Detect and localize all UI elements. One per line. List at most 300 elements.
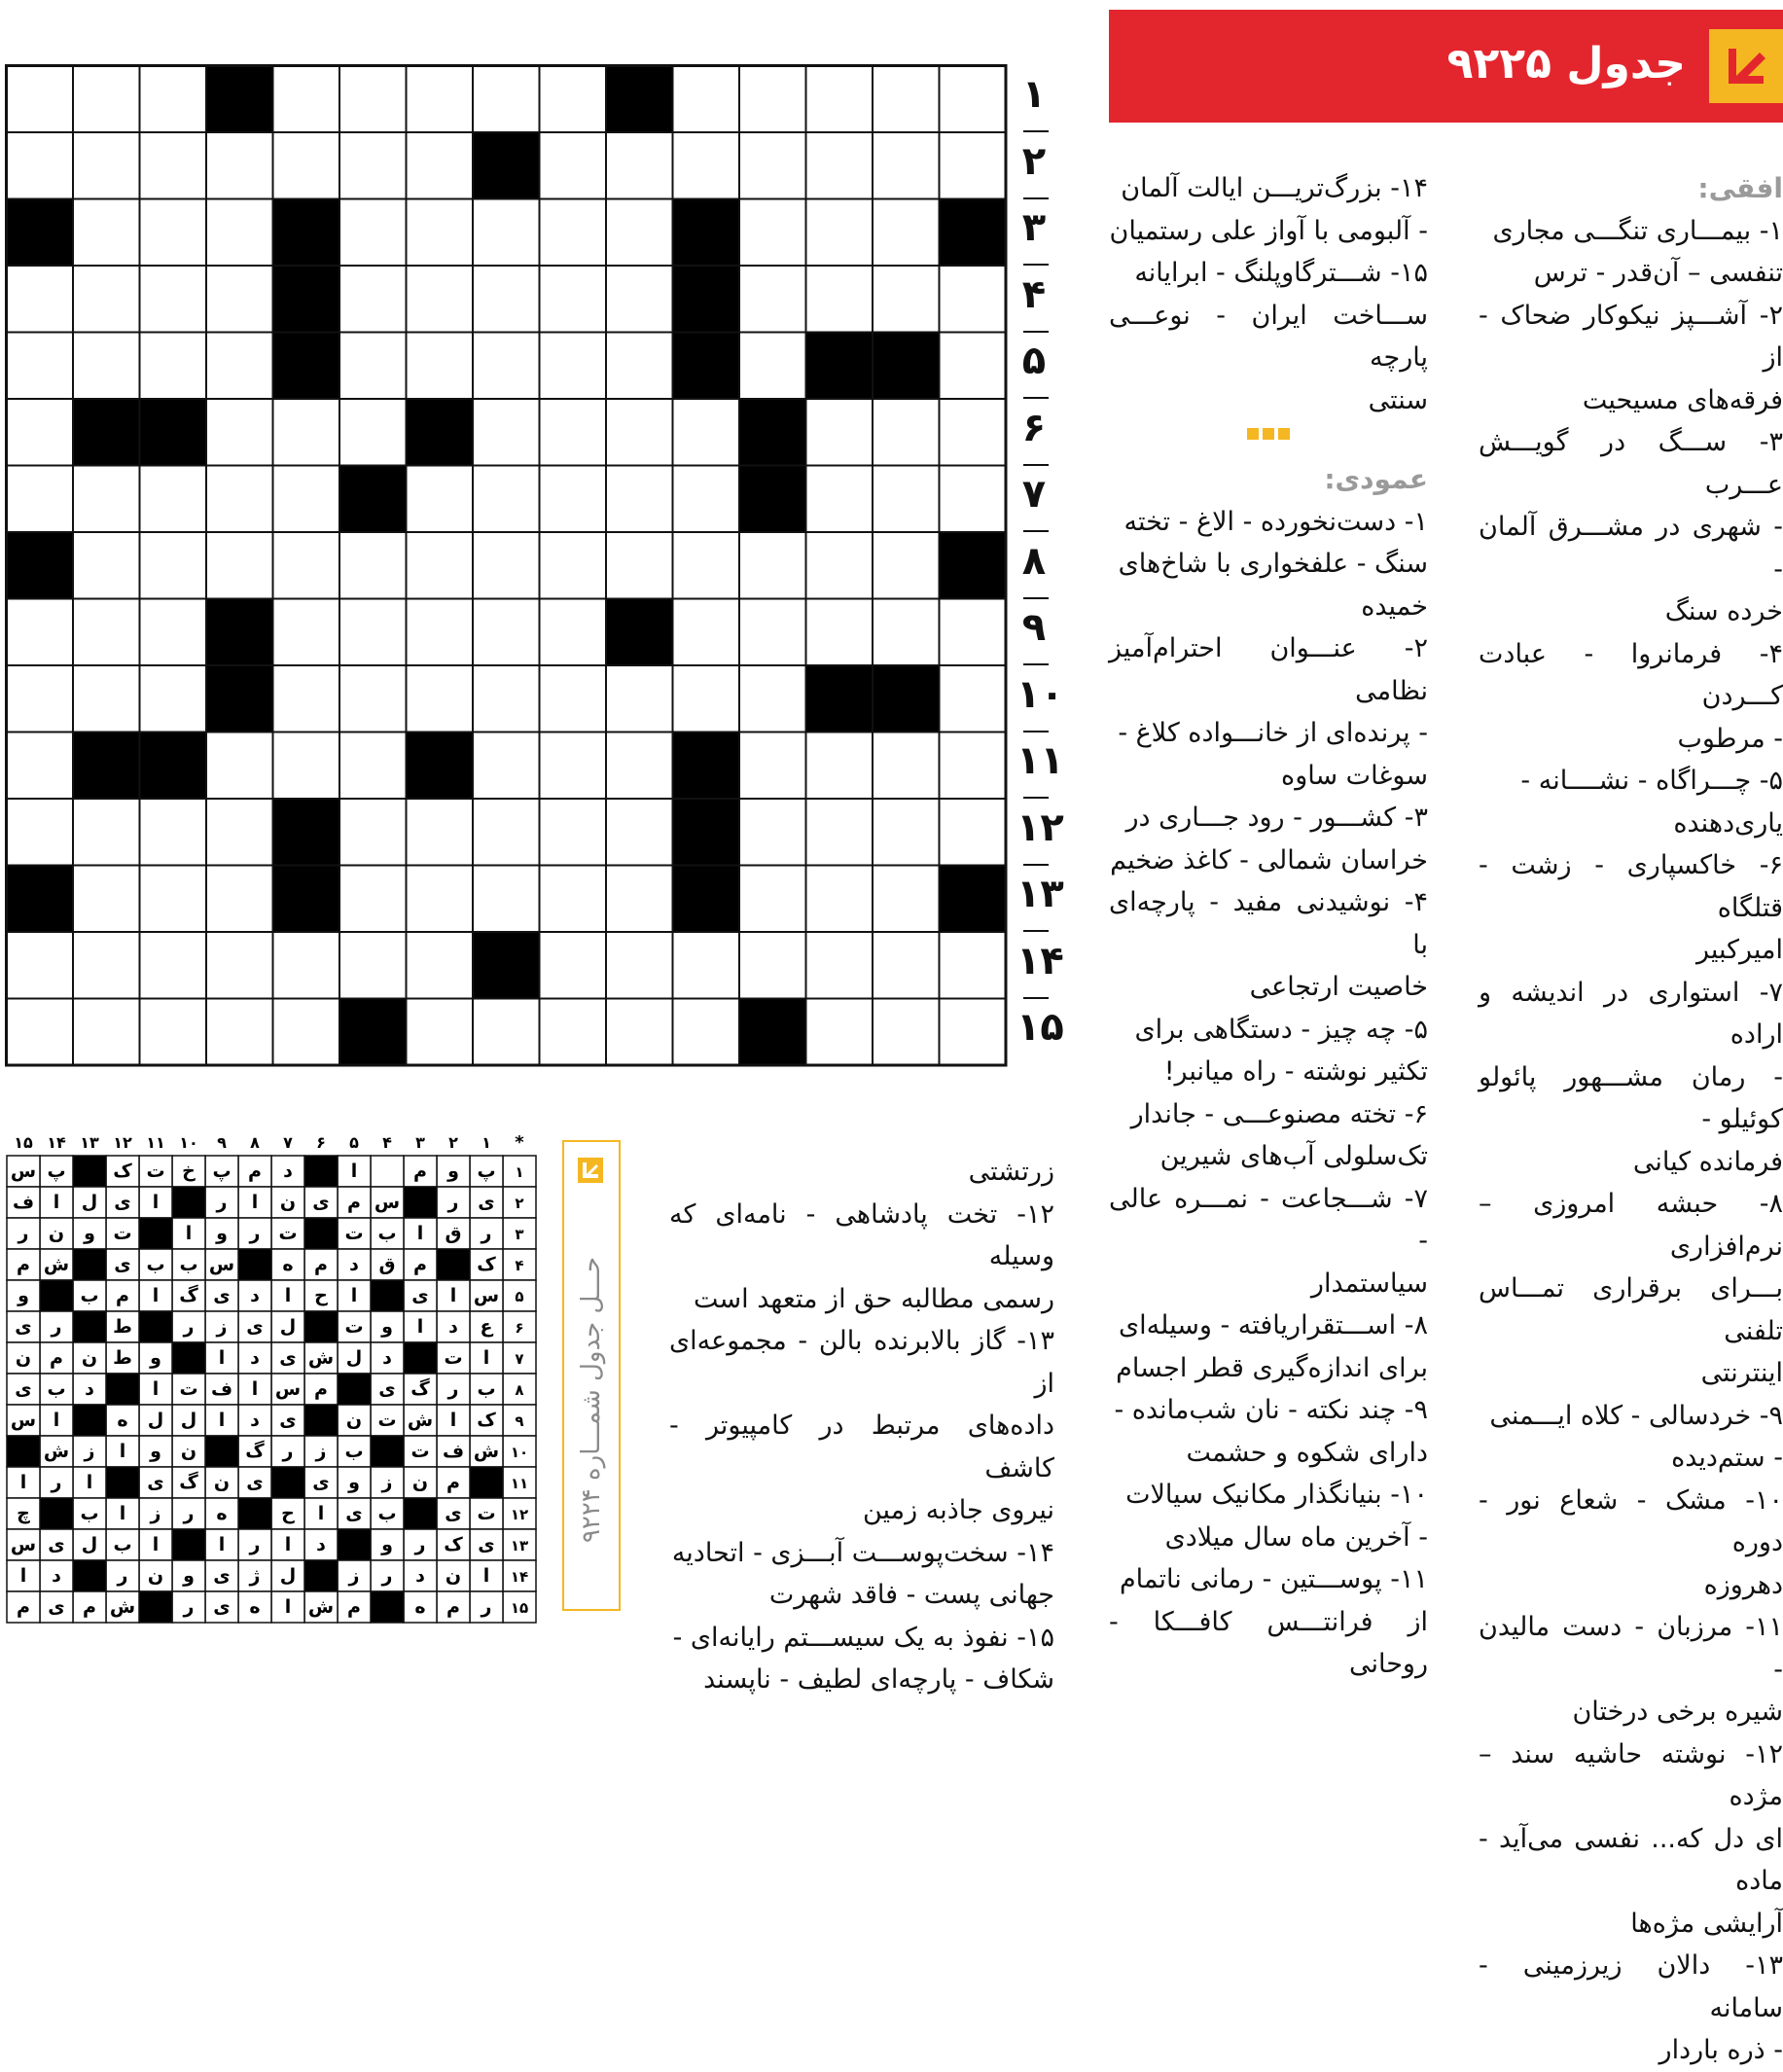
grid-cell[interactable] [73,665,140,732]
grid-cell[interactable] [473,266,540,333]
grid-cell[interactable] [873,599,940,666]
grid-cell[interactable] [473,732,540,800]
grid-block [73,399,140,466]
grid-cell[interactable] [473,532,540,599]
grid-cell[interactable] [606,799,673,866]
solution-letter: ا [86,1472,93,1493]
solution-letter: پ [477,1161,496,1182]
clue-line: ۷- شـــجاعت - نمـــره عالی - [1109,1183,1428,1256]
grid-cell[interactable] [206,199,273,267]
grid-cell[interactable] [673,932,740,999]
grid-cell[interactable] [73,132,140,199]
grid-cell[interactable] [407,266,474,333]
solution-label: حـــل جدول شمـــاره ۹۲۲۴ [577,1256,606,1544]
solution-block [106,1467,139,1498]
grid-cell[interactable] [140,599,207,666]
grid-cell[interactable] [339,732,407,800]
down-lines [1109,501,1428,1686]
grid-cell[interactable] [806,66,874,133]
grid-cell[interactable] [73,999,140,1066]
solution-block [371,1280,404,1311]
clue-line: - پرنده‌ای از خانـــواده کلاغ - [1118,718,1428,748]
solution-letter: گ [410,1378,430,1400]
clue-line: تنفسی – آن‌قدر - ترس [1533,258,1783,288]
solution-letter: گ [245,1441,265,1462]
solution-letter: و [348,1472,360,1493]
grid-cell[interactable] [739,132,806,199]
grid-cell[interactable] [407,466,474,533]
grid-cell[interactable] [739,665,806,732]
middle-clues [1109,167,1428,1686]
grid-cell[interactable] [540,466,607,533]
grid-cell[interactable] [473,333,540,400]
grid-cell[interactable] [540,132,607,199]
grid-cell[interactable] [7,999,74,1066]
grid-cell[interactable] [873,266,940,333]
clue-line: تکثیر نوشته - راه میانبر! [1163,1056,1428,1087]
grid-cell[interactable] [673,399,740,466]
grid-cell[interactable] [73,932,140,999]
grid-cell[interactable] [273,732,340,800]
grid-cell[interactable] [940,799,1007,866]
grid-cell[interactable] [339,599,407,666]
grid-cell[interactable] [873,866,940,933]
row-number-divider [1023,597,1049,599]
grid-cell[interactable] [873,799,940,866]
solution-letter: و [183,1565,195,1587]
grid-cell[interactable] [7,132,74,199]
grid-cell[interactable] [7,599,74,666]
grid-cell[interactable] [540,932,607,999]
solution-letter: ی [246,1472,264,1493]
clue-line: ۱۱- مرزبان - دست مالیدن - [1479,1612,1783,1685]
grid-cell[interactable] [140,199,207,267]
grid-cell[interactable] [606,333,673,400]
grid-cell[interactable] [273,532,340,599]
clue-line: ۱۴- سخت‌پوســـت آبـــزی - اتحادیه [671,1537,1054,1568]
solution-row-number: ۹ [515,1412,524,1430]
grid-cell[interactable] [140,333,207,400]
solution-letter: ی [445,1503,462,1524]
solution-letter: س [374,1192,401,1213]
solution-letter: ب [377,1503,397,1524]
clue-line: ۱۵- شـــترگاوپلنگ - ابرایانه [1134,258,1428,288]
solution-letter: ح [281,1503,295,1524]
solution-letter: ر [117,1565,128,1587]
solution-letter: ر [381,1565,393,1587]
grid-cell[interactable] [7,932,74,999]
grid-cell[interactable] [940,732,1007,800]
grid-cell[interactable] [873,199,940,267]
grid-cell[interactable] [940,599,1007,666]
solution-letter: ش [307,1596,335,1618]
grid-cell[interactable] [206,732,273,800]
grid-cell[interactable] [206,399,273,466]
grid-cell[interactable] [940,999,1007,1066]
grid-cell[interactable] [540,66,607,133]
grid-cell[interactable] [7,799,74,866]
col-number: ۲ [448,1133,458,1152]
grid-cell[interactable] [73,599,140,666]
grid-cell[interactable] [473,66,540,133]
grid-block [407,732,474,800]
grid-cell[interactable] [739,932,806,999]
grid-cell[interactable] [873,399,940,466]
grid-cell[interactable] [140,999,207,1066]
grid-cell[interactable] [540,732,607,800]
grid-cell[interactable] [739,199,806,267]
grid-cell[interactable] [339,132,407,199]
solution-letter: پ [212,1161,232,1182]
grid-cell[interactable] [339,532,407,599]
grid-cell[interactable] [473,399,540,466]
grid-cell[interactable] [606,665,673,732]
grid-cell[interactable] [73,799,140,866]
grid-cell[interactable] [339,333,407,400]
grid-cell[interactable] [873,132,940,199]
solution-letter: ا [449,1285,457,1306]
grid-cell[interactable] [206,932,273,999]
grid-cell[interactable] [606,999,673,1066]
grid-cell[interactable] [473,665,540,732]
grid-cell[interactable] [940,466,1007,533]
grid-cell[interactable] [940,932,1007,999]
grid-cell[interactable] [806,132,874,199]
grid-cell[interactable] [806,266,874,333]
solution-row-number: ۱۱ [510,1475,529,1492]
grid-cell[interactable] [206,466,273,533]
grid-cell[interactable] [339,199,407,267]
grid-cell[interactable] [339,665,407,732]
solution-letter: م [314,1254,328,1275]
grid-cell[interactable] [606,732,673,800]
solution-letter: ه [216,1503,228,1524]
solution-letter: ر [249,1534,261,1555]
row-number-divider [1023,997,1049,999]
solution-row-number: ۳ [515,1226,524,1243]
grid-block [940,866,1007,933]
grid-cell[interactable] [473,799,540,866]
grid-cell[interactable] [873,999,940,1066]
grid-cell[interactable] [140,466,207,533]
grid-cell[interactable] [407,199,474,267]
grid-cell[interactable] [273,932,340,999]
grid-cell[interactable] [673,532,740,599]
grid-cell[interactable] [273,132,340,199]
solution-letter: ا [152,1378,160,1400]
clue-line: سوغات ساوه [1281,760,1428,791]
grid-cell[interactable] [806,199,874,267]
grid-cell[interactable] [873,466,940,533]
grid-cell[interactable] [407,599,474,666]
grid-cell[interactable] [140,932,207,999]
grid-cell[interactable] [739,799,806,866]
grid-cell[interactable] [806,532,874,599]
grid-cell[interactable] [140,866,207,933]
row-number-divider [1023,264,1049,266]
across-continued [1109,167,1428,421]
grid-cell[interactable] [473,866,540,933]
solution-letter: ا [19,1472,27,1493]
grid-cell[interactable] [940,266,1007,333]
clue-line: ۴- فرمانروا - عبادت کـــردن [1479,638,1783,711]
solution-letter: و [216,1223,228,1244]
grid-cell[interactable] [806,799,874,866]
solution-letter: ک [113,1161,132,1182]
grid-cell[interactable] [673,999,740,1066]
solution-letter: و [381,1534,393,1555]
solution-block [73,1560,106,1591]
solution-letter: ت [113,1223,132,1244]
grid-cell[interactable] [940,665,1007,732]
grid-cell[interactable] [206,866,273,933]
solution-row-number: ۱۵ [510,1599,529,1617]
grid-cell[interactable] [73,532,140,599]
grid-cell[interactable] [7,66,74,133]
grid-block [7,532,74,599]
solution-letter: ا [251,1192,259,1213]
grid-cell[interactable] [339,866,407,933]
solution-letter: چ [17,1503,30,1524]
grid-cell[interactable] [540,333,607,400]
grid-cell[interactable] [606,466,673,533]
solution-letter: ا [284,1596,292,1618]
clue-line: شکاف - پارچه‌ای لطیف - ناپسند [703,1664,1054,1695]
solution-letter: ب [47,1378,66,1400]
grid-cell[interactable] [873,932,940,999]
grid-cell[interactable] [140,532,207,599]
solution-letter: د [52,1565,61,1587]
solution-block [304,1156,338,1187]
grid-cell[interactable] [339,266,407,333]
grid-cell[interactable] [407,999,474,1066]
grid-cell[interactable] [7,266,74,333]
solution-letter: ی [147,1472,164,1493]
grid-cell[interactable] [7,466,74,533]
grid-cell[interactable] [940,66,1007,133]
grid-cell[interactable] [806,732,874,800]
solution-letter: ر [249,1223,261,1244]
grid-cell[interactable] [73,466,140,533]
grid-block [273,799,340,866]
grid-cell[interactable] [407,333,474,400]
grid-cell[interactable] [407,932,474,999]
grid-cell[interactable] [140,665,207,732]
col-number: ۸ [250,1133,260,1152]
solution-letter: و [447,1161,459,1182]
grid-block [673,266,740,333]
grid-cell[interactable] [540,866,607,933]
grid-cell[interactable] [606,266,673,333]
solution-letter: ر [447,1378,459,1400]
solution-row-number: ۱۴ [510,1568,529,1586]
solution-block [139,1591,172,1623]
grid-cell[interactable] [873,532,940,599]
grid-cell[interactable] [606,199,673,267]
grid-block [273,866,340,933]
solution-cell [371,1156,404,1187]
grid-cell[interactable] [940,399,1007,466]
solution-letter: س [10,1534,37,1555]
solution-letter: ف [210,1378,233,1400]
grid-cell[interactable] [606,132,673,199]
grid-cell[interactable] [806,399,874,466]
across-heading: افقی: [1697,172,1783,204]
grid-cell[interactable] [673,66,740,133]
grid-cell[interactable] [273,66,340,133]
clue-line: خمیده [1361,590,1428,622]
clue-line: ۱۲- نوشته حاشیه سند – مژده [1479,1738,1783,1811]
down-continued [669,1151,1054,1701]
clue-line: برای اندازه‌گیری قطر اجسام [1116,1352,1428,1383]
solution-letter: س [473,1285,500,1306]
grid-cell[interactable] [273,399,340,466]
grid-cell[interactable] [273,999,340,1066]
solution-letter: ر [447,1192,459,1213]
solution-letter: ا [152,1534,160,1555]
grid-cell[interactable] [7,665,74,732]
grid-cell[interactable] [540,799,607,866]
grid-cell[interactable] [273,466,340,533]
grid-cell[interactable] [806,866,874,933]
solution-letter: س [10,1410,37,1431]
solution-letter: م [446,1472,460,1493]
clue-line: دارای شکوه و حشمت [1186,1437,1428,1468]
grid-cell[interactable] [407,866,474,933]
grid-cell[interactable] [739,66,806,133]
grid-cell[interactable] [739,266,806,333]
clue-line: - آخرین ماه سال میلادی [1164,1521,1428,1553]
grid-cell[interactable] [873,732,940,800]
solution-letter: ت [278,1223,298,1244]
solution-letter: م [413,1254,427,1275]
grid-cell[interactable] [7,732,74,800]
row-number: ۵ [1021,339,1047,383]
grid-cell[interactable] [407,132,474,199]
grid-cell[interactable] [339,799,407,866]
grid-cell[interactable] [473,999,540,1066]
solution-block [304,1218,338,1249]
grid-cell[interactable] [7,333,74,400]
grid-cell[interactable] [339,399,407,466]
grid-cell[interactable] [739,599,806,666]
grid-block [206,665,273,732]
grid-cell[interactable] [407,532,474,599]
grid-cell[interactable] [473,199,540,267]
grid-cell[interactable] [673,665,740,732]
grid-cell[interactable] [206,333,273,400]
grid-cell[interactable] [339,932,407,999]
solution-letter: ب [344,1441,364,1462]
grid-cell[interactable] [540,266,607,333]
grid-cell[interactable] [739,866,806,933]
grid-cell[interactable] [407,66,474,133]
grid-cell[interactable] [206,799,273,866]
solution-letter: ش [43,1254,70,1275]
grid-cell[interactable] [739,732,806,800]
grid-cell[interactable] [273,599,340,666]
grid-cell[interactable] [140,132,207,199]
grid-cell[interactable] [73,66,140,133]
grid-cell[interactable] [540,665,607,732]
clue-line: نیروی جاذبه زمین [862,1495,1054,1525]
solution-letter: ل [279,1316,297,1338]
grid-cell[interactable] [140,799,207,866]
grid-cell[interactable] [540,599,607,666]
grid-cell[interactable] [206,266,273,333]
grid-cell[interactable] [473,466,540,533]
grid-cell[interactable] [739,532,806,599]
grid-cell[interactable] [739,333,806,400]
grid-cell[interactable] [806,932,874,999]
clue-line: تک‌سلولی آب‌های شیرین [1159,1141,1428,1171]
row-number-divider [1023,864,1049,866]
grid-block [940,532,1007,599]
grid-cell[interactable] [873,66,940,133]
grid-cell[interactable] [540,199,607,267]
grid-block [73,732,140,800]
clue-line: سیاستمدار [1310,1268,1428,1299]
clue-line: ســـاخت ایران - نوعـــی پارچه [1109,300,1428,373]
clue-line: زرتشتی [968,1157,1054,1187]
grid-cell[interactable] [606,532,673,599]
grid-cell[interactable] [206,132,273,199]
grid-cell[interactable] [7,399,74,466]
clue-line: از فرانتـــس کافـــکا - روحانی [1109,1606,1428,1679]
grid-cell[interactable] [140,66,207,133]
grid-cell[interactable] [140,266,207,333]
solution-letter: م [116,1285,129,1306]
solution-block [238,1249,271,1280]
grid-cell[interactable] [473,599,540,666]
grid-cell[interactable] [73,333,140,400]
solution-letter: ی [48,1534,65,1555]
solution-letter: ش [43,1441,70,1462]
grid-cell[interactable] [806,999,874,1066]
grid-cell[interactable] [407,799,474,866]
col-number: ۵ [349,1133,359,1152]
grid-cell[interactable] [940,132,1007,199]
grid-cell[interactable] [806,466,874,533]
grid-cell[interactable] [940,333,1007,400]
solution-letter: ز [150,1503,161,1524]
grid-cell[interactable] [206,999,273,1066]
grid-cell[interactable] [339,66,407,133]
solution-row-number: ۱ [515,1163,524,1181]
grid-cell[interactable] [606,866,673,933]
grid-cell[interactable] [407,665,474,732]
grid-cell[interactable] [806,599,874,666]
grid-cell[interactable] [606,399,673,466]
grid-cell[interactable] [606,932,673,999]
grid-cell[interactable] [540,532,607,599]
solution-letter: م [17,1596,30,1618]
grid-cell[interactable] [673,466,740,533]
grid-cell[interactable] [540,999,607,1066]
solution-row-number: ۱۰ [510,1444,529,1461]
grid-cell[interactable] [73,199,140,267]
solution-letter: گ [179,1285,198,1306]
grid-cell[interactable] [73,866,140,933]
grid-cell[interactable] [673,599,740,666]
grid-cell[interactable] [206,532,273,599]
solution-letter: ر [282,1441,294,1462]
grid-cell[interactable] [673,132,740,199]
grid-block [873,665,940,732]
grid-cell[interactable] [273,665,340,732]
grid-cell[interactable] [540,399,607,466]
grid-cell[interactable] [73,266,140,333]
